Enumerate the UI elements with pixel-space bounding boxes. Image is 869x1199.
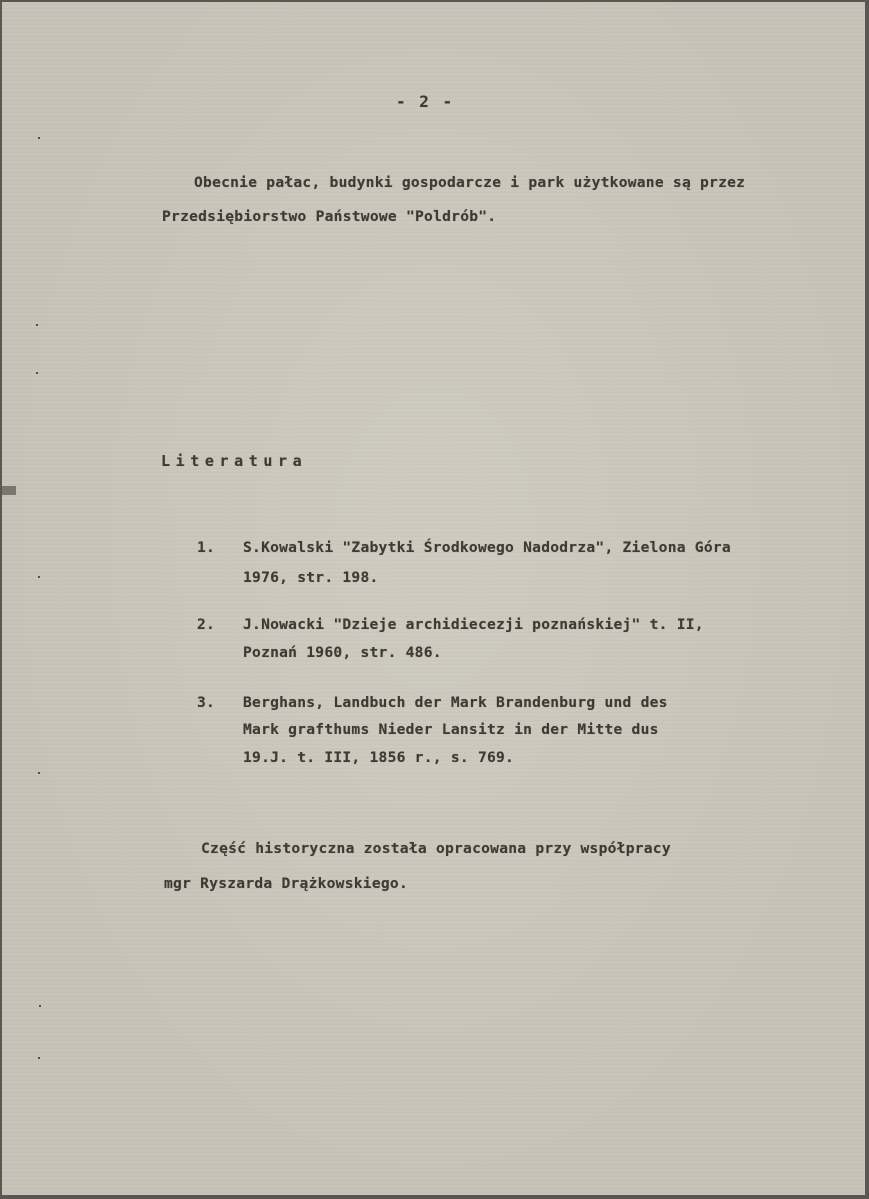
closing-text-line: mgr Ryszarda Drążkowskiego. [164, 875, 408, 892]
reference-text-line: Berghans, Landbuch der Mark Brandenburg und des [243, 694, 668, 711]
paper-speck [36, 324, 38, 326]
reference-text-line: S.Kowalski "Zabytki Środkowego Nadodrza", Zielona Góra [243, 539, 731, 556]
paper-speck [38, 772, 40, 774]
reference-number: 3. [197, 694, 216, 711]
paper-speck [38, 137, 40, 139]
intro-text-line: Przedsiębiorstwo Państwowe "Poldrób". [162, 208, 497, 225]
intro-text-line: Obecnie pałac, budynki gospodarcze i park użytkowane są przez [194, 174, 746, 191]
reference-text-line: J.Nowacki "Dzieje archidiecezji poznańskiej" t. II, [243, 616, 704, 633]
reference-number: 2. [197, 616, 216, 633]
reference-number: 1. [197, 539, 216, 556]
paper-speck [38, 576, 40, 578]
reference-text-line: Mark grafthums Nieder Lansitz in der Mitte dus [243, 721, 659, 738]
reference-text-line: Poznań 1960, str. 486. [243, 644, 442, 661]
document-page [2, 2, 865, 1195]
reference-text-line: 1976, str. 198. [243, 569, 379, 586]
page-edge-mark [2, 486, 16, 495]
section-heading: Literatura [161, 452, 308, 470]
page-number: - 2 - [396, 92, 455, 111]
paper-speck [38, 1057, 40, 1059]
paper-speck [36, 372, 38, 374]
paper-speck [39, 1005, 41, 1007]
closing-text-line: Część historyczna została opracowana przy współpracy [201, 840, 671, 857]
reference-text-line: 19.J. t. III, 1856 r., s. 769. [243, 749, 515, 766]
